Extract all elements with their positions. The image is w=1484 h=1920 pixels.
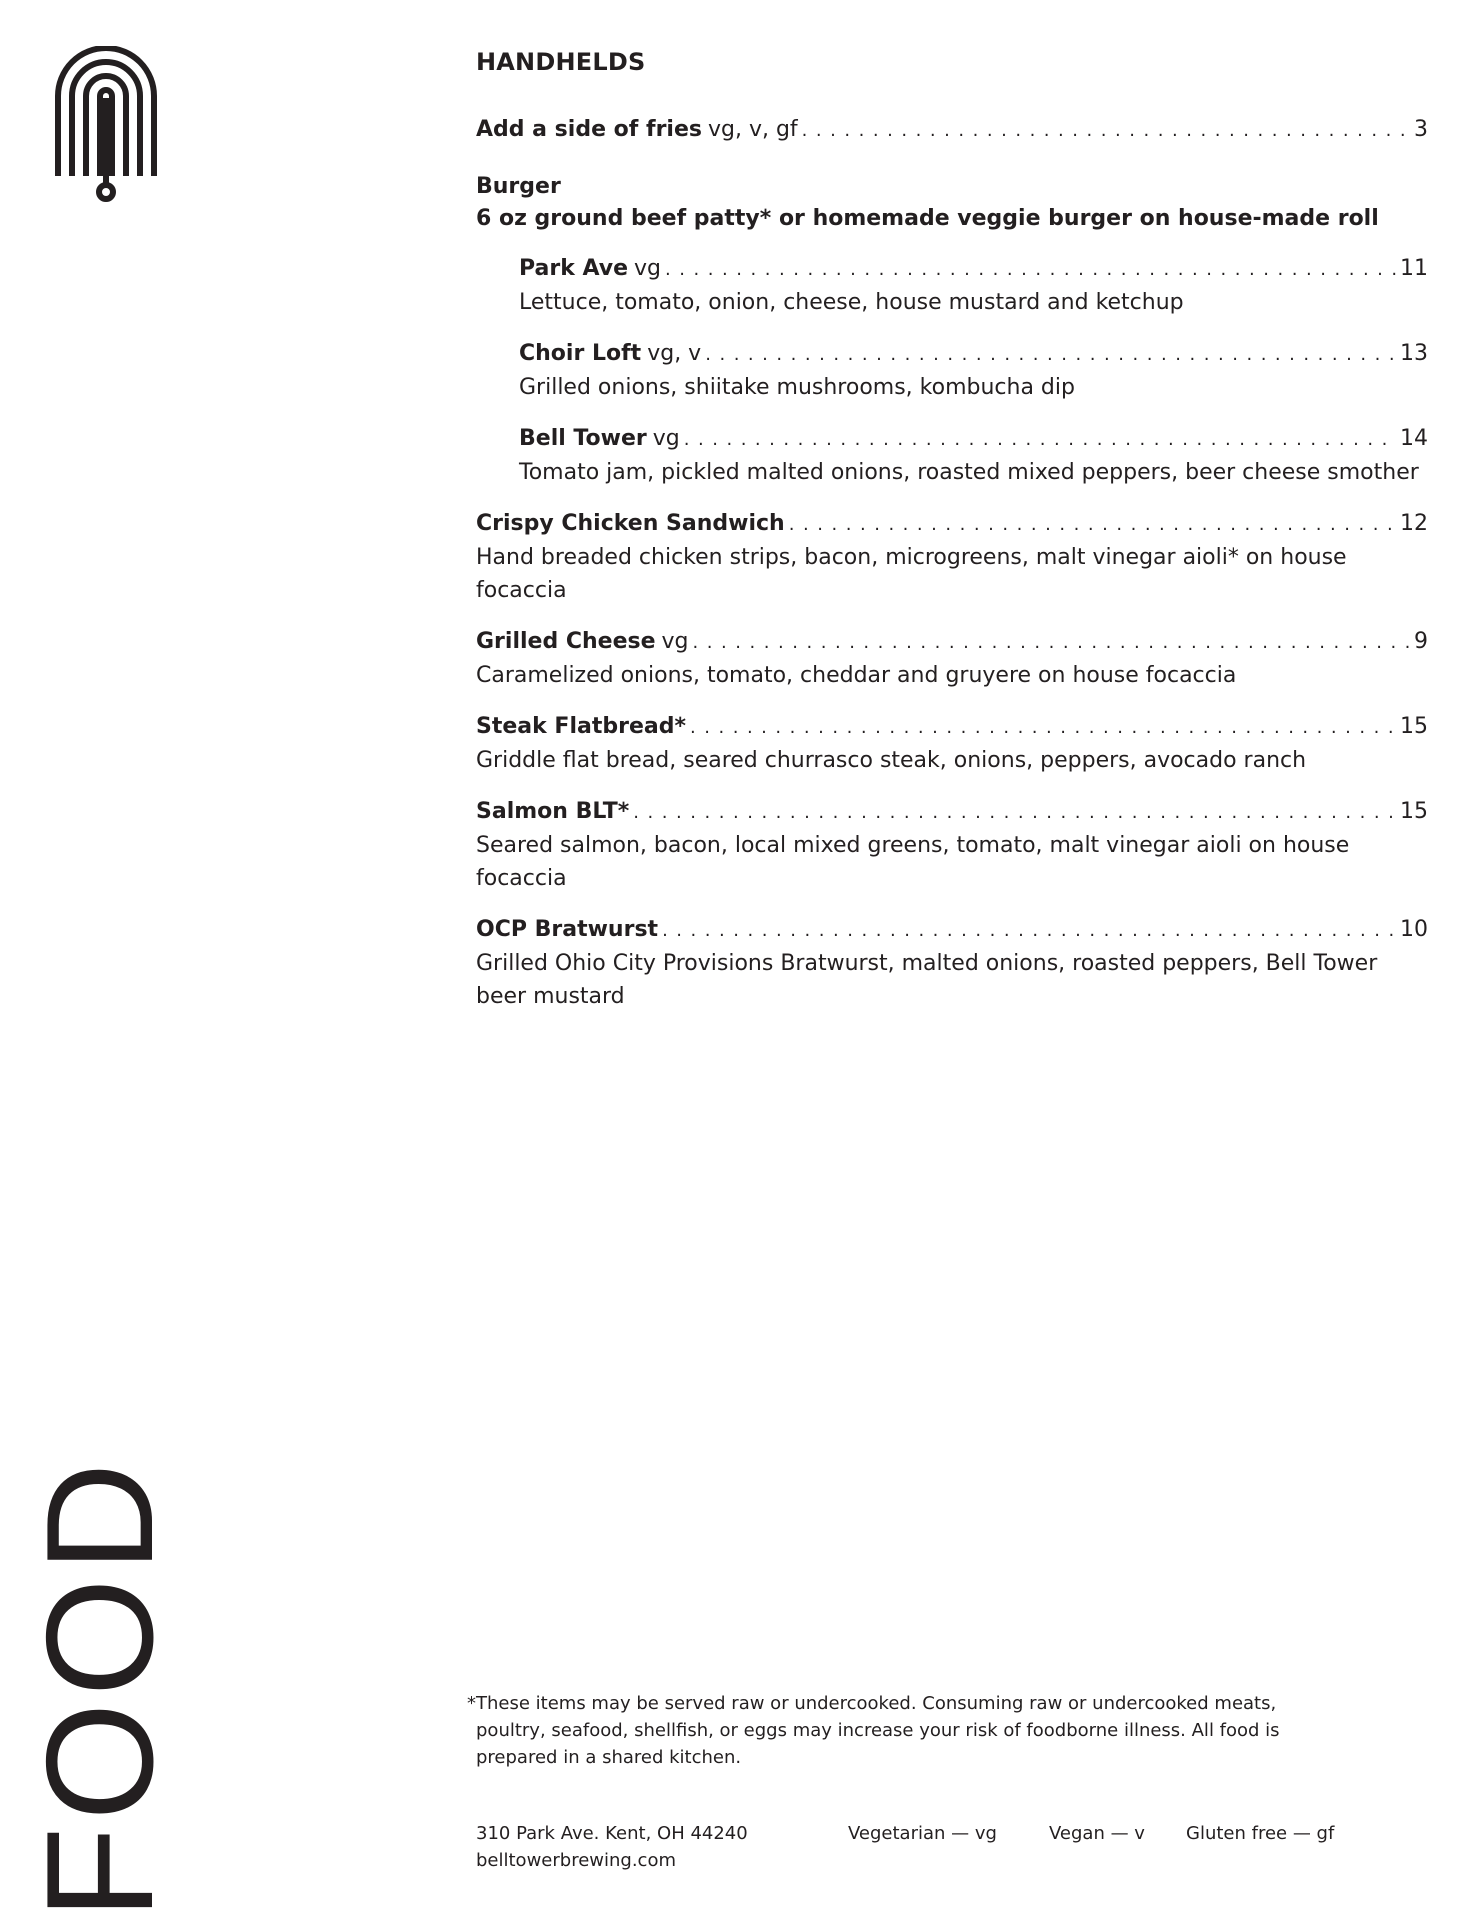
- item-name: Crispy Chicken Sandwich: [476, 511, 785, 536]
- menu-content: [476, 48, 1428, 1032]
- item-price: 10: [1400, 917, 1428, 942]
- contact-block: [476, 1820, 748, 1874]
- dot-leader: [690, 712, 1396, 744]
- brand-logo-icon: [52, 46, 160, 204]
- item-tags: vg: [634, 256, 662, 281]
- item-price: 3: [1414, 117, 1428, 142]
- item-name: Salmon BLT*: [476, 799, 630, 824]
- menu-item-ocp-bratwurst: [476, 914, 1428, 1013]
- dot-leader: [802, 115, 1410, 147]
- legend-vegetarian: Vegetarian — vg: [848, 1823, 997, 1844]
- menu-item-grilled-cheese: [476, 626, 1428, 692]
- item-tags: vg: [652, 426, 680, 451]
- item-description: Lettuce, tomato, onion, cheese, house mustard and ketchup: [519, 290, 1184, 315]
- menu-item-bell-tower: [519, 423, 1428, 489]
- item-price: 15: [1400, 799, 1428, 824]
- legend-gluten-free: Gluten free — gf: [1186, 1823, 1335, 1844]
- section-title: HANDHELDS: [476, 48, 646, 76]
- address-text: 310 Park Ave. Kent, OH 44240: [476, 1823, 748, 1844]
- dot-leader: [693, 627, 1410, 659]
- item-description: Grilled Ohio City Provisions Bratwurst, malted onions, roasted peppers, Bell Tower beer mustard: [476, 951, 1378, 1009]
- item-price: 15: [1400, 714, 1428, 739]
- dot-leader: [789, 509, 1396, 541]
- burger-group: [476, 171, 1428, 489]
- menu-item-choir-loft: [519, 338, 1428, 404]
- item-price: 9: [1414, 629, 1428, 654]
- item-name: Steak Flatbread*: [476, 714, 686, 739]
- item-description: Seared salmon, bacon, local mixed greens, tomato, malt vinegar aioli on house focaccia: [476, 833, 1350, 891]
- disclaimer-line: prepared in a shared kitchen.: [476, 1747, 742, 1768]
- item-price: 11: [1400, 256, 1428, 281]
- menu-item-crispy-chicken: [476, 508, 1428, 607]
- dot-leader: [684, 424, 1396, 456]
- item-name: Grilled Cheese: [476, 629, 656, 654]
- burger-variants: [476, 253, 1428, 489]
- item-name: Add a side of fries: [476, 117, 702, 142]
- raw-food-disclaimer: [467, 1690, 1287, 1771]
- legend-vegan: Vegan — v: [1049, 1823, 1145, 1844]
- website-link[interactable]: belltowerbrewing.com: [476, 1850, 676, 1871]
- item-description: Grilled onions, shiitake mushrooms, kombucha dip: [519, 375, 1075, 400]
- dot-leader: [705, 339, 1396, 371]
- burger-title: Burger: [476, 174, 561, 199]
- dot-leader: [662, 915, 1396, 947]
- item-name: OCP Bratwurst: [476, 917, 659, 942]
- item-price: 13: [1400, 341, 1428, 366]
- item-name: Choir Loft: [519, 341, 642, 366]
- burger-subtitle: 6 oz ground beef patty* or homemade veggie burger on house-made roll: [476, 206, 1379, 231]
- side-label-food: FOOD: [15, 1456, 185, 1920]
- disclaimer-line: *These items may be served raw or undercooked. Consuming raw or undercooked meats,: [467, 1693, 1277, 1714]
- item-description: Hand breaded chicken strips, bacon, microgreens, malt vinegar aioli* on house focaccia: [476, 545, 1347, 603]
- menu-item-park-ave: [519, 253, 1428, 319]
- item-price: 12: [1400, 511, 1428, 536]
- item-price: 14: [1400, 426, 1428, 451]
- item-description: Caramelized onions, tomato, cheddar and gruyere on house focaccia: [476, 663, 1237, 688]
- dot-leader: [665, 254, 1396, 286]
- dot-leader: [633, 797, 1396, 829]
- item-name: Bell Tower: [519, 426, 647, 451]
- item-description: Griddle flat bread, seared churrasco steak, onions, peppers, avocado ranch: [476, 748, 1307, 773]
- item-tags: vg, v: [647, 341, 702, 366]
- item-tags: vg, v, gf: [707, 117, 798, 142]
- item-description: Tomato jam, pickled malted onions, roasted mixed peppers, beer cheese smother: [519, 460, 1419, 485]
- menu-item-steak-flatbread: [476, 711, 1428, 777]
- item-tags: vg: [661, 629, 689, 654]
- item-name: Park Ave: [519, 256, 629, 281]
- menu-item-side-fries: [476, 114, 1428, 147]
- disclaimer-line: poultry, seafood, shellfish, or eggs may increase your risk of foodborne illness. All food is: [476, 1720, 1280, 1741]
- menu-item-salmon-blt: [476, 796, 1428, 895]
